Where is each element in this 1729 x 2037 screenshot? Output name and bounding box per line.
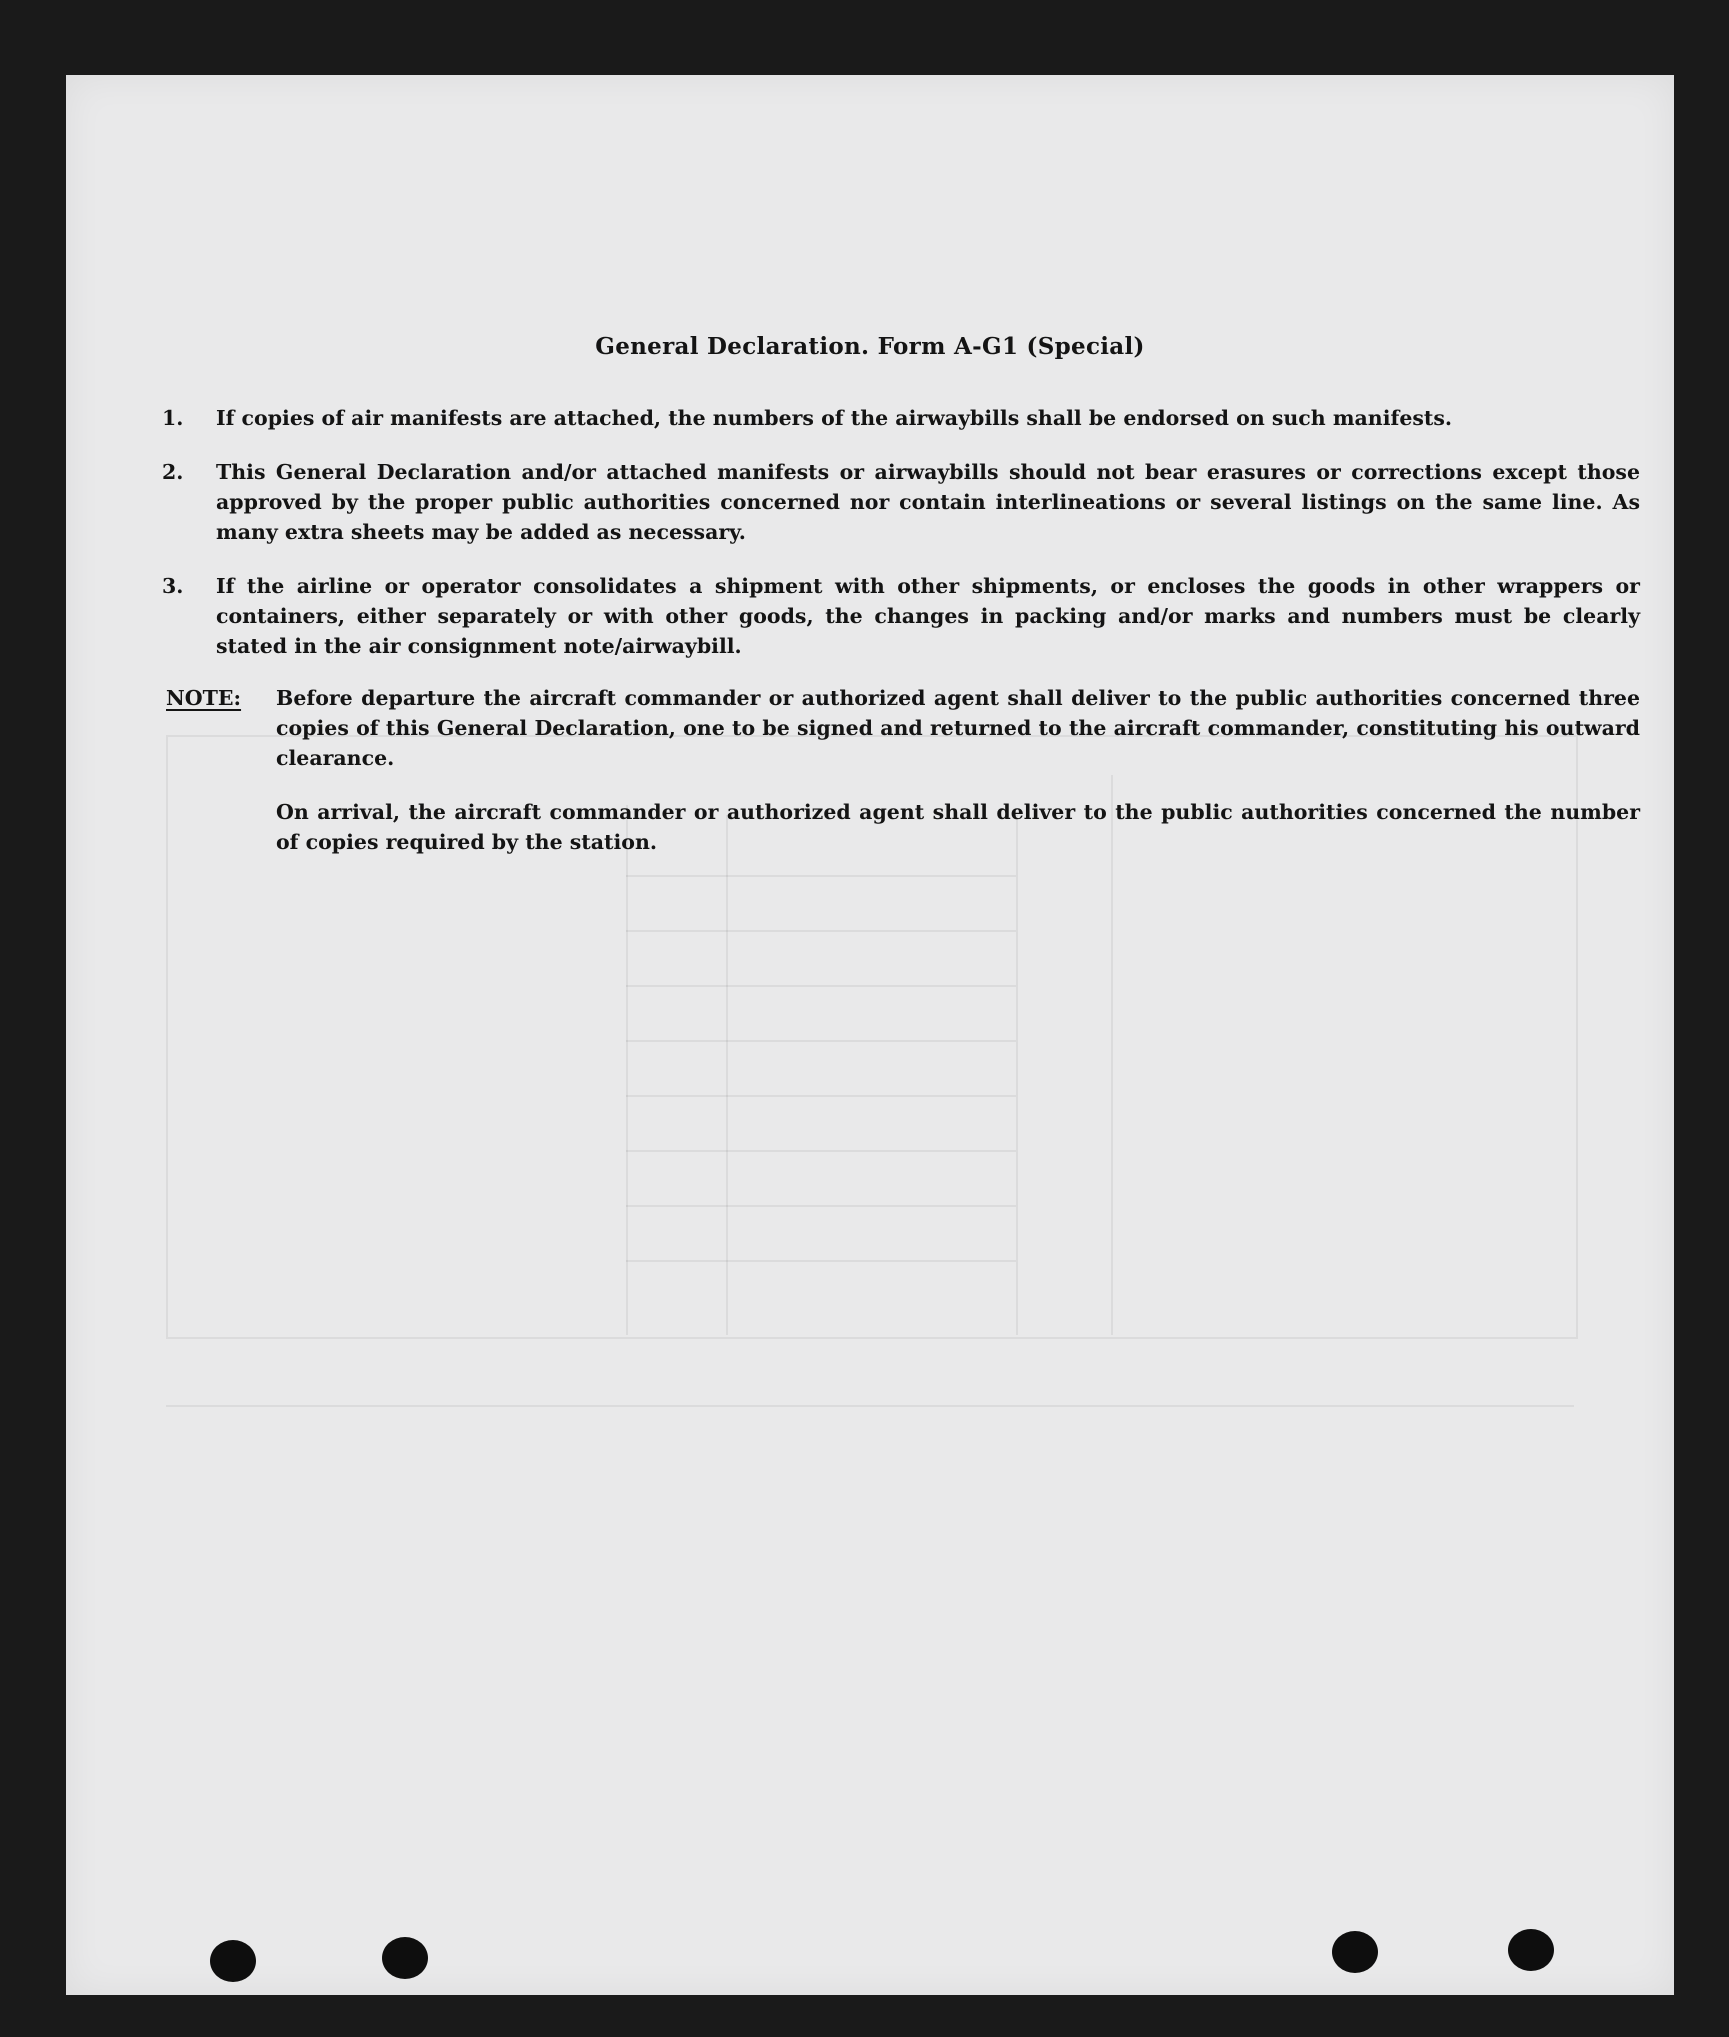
punch-hole (382, 1937, 428, 1979)
note-paragraph-arrival: On arrival, the aircraft commander or authorized agent shall deliver to the public authorities concerned the number of copies required by the station. (276, 800, 1640, 854)
list-item-text: If copies of air manifests are attached, the numbers of the airwaybills shall be endorsed on such manifests. (216, 406, 1453, 430)
document-title: General Declaration. Form A-G1 (Special) (595, 333, 1145, 360)
bleed-through-rule (626, 985, 1016, 987)
list-item-text: If the airline or operator consolidates a shipment with other shipments, or encloses the goods in other wrappers or containers, either separately or with other goods, the changes in packing and/or marks and numbers must be clearly stated in the air consignment note/airwaybill. (216, 574, 1640, 658)
list-item-text: This General Declaration and/or attached manifests or airwaybills should not bear erasures or corrections except those approved by the proper public authorities concerned nor contain interlineations or several listings on the same line. As many extra sheets may be added as necessary. (216, 460, 1640, 544)
bleed-through-divider (626, 805, 628, 1335)
note-label: NOTE: (166, 686, 242, 710)
bleed-through-rule (626, 1040, 1016, 1042)
bleed-through-rule (626, 1205, 1016, 1207)
list-item-number: 2. (162, 460, 184, 484)
bleed-through-divider (1111, 775, 1113, 1335)
list-item-number: 3. (162, 574, 184, 598)
bleed-through-rule (626, 1095, 1016, 1097)
bleed-through-divider (1016, 815, 1018, 1335)
punch-hole (210, 1940, 256, 1982)
bleed-through-rule (626, 1260, 1016, 1262)
bleed-through-rule (626, 930, 1016, 932)
list-item-number: 1. (162, 406, 184, 430)
bleed-through-rule (626, 1150, 1016, 1152)
bleed-through-rule (166, 1405, 1574, 1407)
note-paragraph-departure: Before departure the aircraft commander or authorized agent shall deliver to the public authorities concerned three copies of this General Declaration, one to be signed and returned to the aircraft commander, constituting his outward clearance. (276, 686, 1640, 770)
paper-sheet (66, 75, 1674, 1995)
punch-hole (1332, 1931, 1378, 1973)
bleed-through-divider (726, 815, 728, 1335)
bleed-through-rule (626, 875, 1016, 877)
punch-hole (1508, 1929, 1554, 1971)
